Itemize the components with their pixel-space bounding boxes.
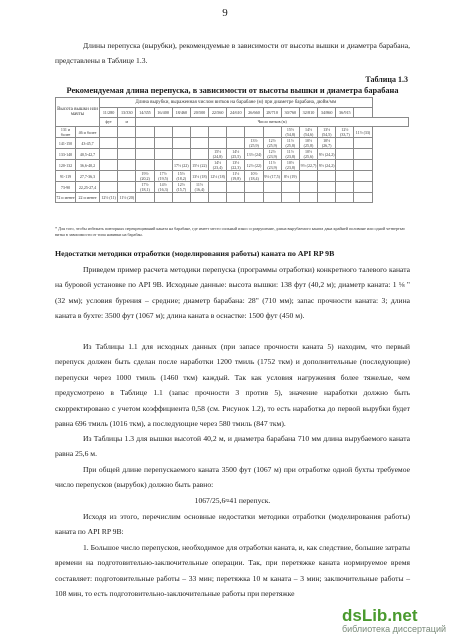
turns-cell	[154, 160, 172, 171]
drum-size-header: 36/915	[336, 108, 354, 118]
height-m-cell: 22,25-27,4	[76, 182, 100, 193]
turns-cell	[136, 127, 154, 138]
turns-cell: 10½ (25,6)	[299, 149, 317, 160]
turns-cell	[154, 138, 172, 149]
table-row	[56, 171, 409, 182]
turns-cell: 9½ (17,5)	[263, 171, 281, 182]
watermark-logo: dsLib.net	[341, 606, 418, 625]
turns-cell: 10½ (23,8)	[281, 160, 299, 171]
turns-cell	[100, 160, 118, 171]
drum-size-row	[56, 108, 409, 118]
paragraph-drawbacks-intro: Исходя из этого, перечислим основные недостатки методики отработки (моделирования работы) каната по API RP 9B:	[55, 512, 410, 537]
turns-cell	[190, 149, 208, 160]
turns-cell	[245, 182, 263, 193]
turns-cell: 13½ (18)	[190, 171, 208, 182]
paragraph-table-1-3: Из Таблицы 1.3 для вышки высотой 40,2 м, и диаметра барабана 710 мм длина вырубаемого каната равна 25,6 м.	[55, 434, 410, 459]
height-ft-cell: 73-90	[56, 182, 76, 193]
turns-cell	[227, 193, 245, 203]
turns-cell: 14½ (54,6)	[299, 127, 317, 138]
turns-cell: 13½ (25,9)	[245, 138, 263, 149]
turns-cell	[336, 138, 354, 149]
drum-size-header: 18/460	[172, 108, 190, 118]
turns-cell	[118, 171, 136, 182]
turns-cell	[190, 193, 208, 203]
table-row	[56, 138, 409, 149]
watermark	[342, 607, 446, 634]
turns-cell	[318, 182, 336, 193]
turns-cell	[136, 160, 154, 171]
turns-cell	[154, 127, 172, 138]
turns-cell: 12½ (15,7)	[172, 182, 190, 193]
drum-size-header: 16/400	[154, 108, 172, 118]
table-row	[56, 160, 409, 171]
table-title: Рекомендуемая длина перепуска, в зависимости от высоты вышки и диаметра барабана	[66, 86, 399, 95]
turns-cell	[318, 193, 336, 203]
turns-cell	[245, 193, 263, 203]
turns-cell: 15½ (22)	[190, 160, 208, 171]
height-ft-cell: 120-132	[56, 160, 76, 171]
turns-cell	[263, 193, 281, 203]
turns-cell	[354, 182, 372, 193]
turns-cell	[136, 193, 154, 203]
turns-cell	[118, 149, 136, 160]
turns-cell	[136, 149, 154, 160]
turns-cell	[209, 138, 227, 149]
turns-cell	[227, 138, 245, 149]
drum-size-header: 22/560	[209, 108, 227, 118]
turns-cell: 12½ (11)	[100, 193, 118, 203]
turns-cell	[209, 193, 227, 203]
turns-cell: 15½ (54,8)	[281, 127, 299, 138]
turns-cell: 15½ (24,8)	[209, 149, 227, 160]
units-row	[56, 117, 409, 127]
rope-slip-table	[55, 97, 409, 203]
turns-cell	[172, 138, 190, 149]
turns-cell	[190, 138, 208, 149]
turns-cell: 10½ (18,4)	[245, 171, 263, 182]
height-m-cell: 27,7-36,3	[76, 171, 100, 182]
turns-cell: 15½ (18,2)	[172, 171, 190, 182]
formula-line: 1067/25,6≈41 перепуск.	[194, 496, 271, 505]
turns-cell	[190, 127, 208, 138]
turns-cell: 17½ (22)	[172, 160, 190, 171]
turns-cell	[172, 127, 190, 138]
turns-cell	[354, 160, 372, 171]
height-m-cell: 22 и менее	[76, 193, 100, 203]
turns-cell: 11½ (23,9)	[263, 160, 281, 171]
turns-cell: 11½ (33)	[354, 127, 372, 138]
turns-cell	[118, 127, 136, 138]
watermark-tagline: библиотека диссертаций	[341, 624, 446, 634]
turns-cell: 11½ (25,8)	[281, 138, 299, 149]
drum-size-header: 28/710	[263, 108, 281, 118]
drum-size-header: 32/810	[299, 108, 317, 118]
height-ft-cell: 141-150	[56, 138, 76, 149]
turns-cell	[354, 193, 372, 203]
height-m-cell: 36,6-40,2	[76, 160, 100, 171]
paragraph-drawback-1: 1. Большое число перепусков, необходимое для отработки каната, и, как следствие, большие затраты времени на подготовительно-заключительные операции. Так, при перетяжке каната нормируемое время составляет: подготовительные работы – 33 мин; перетяжка 10 м каната – 3 мин; заключительные работы – 108 мин, то есть подготовительно-заключительные работы при перетяжке	[55, 543, 410, 599]
turns-cell	[100, 171, 118, 182]
intro-paragraph: Длины перепуска (вырубки), рекомендуемые в зависимости от высоты вышки и диаметра барабана, представлены в Таблице 1.3.	[55, 41, 410, 66]
table-header-row	[56, 98, 409, 108]
turns-cell: 11½ (20)	[118, 193, 136, 203]
turns-cell	[209, 182, 227, 193]
table-caption: Таблица 1.3	[365, 75, 408, 84]
turns-cell: 9½ (24,2)	[318, 160, 336, 171]
turns-cell	[299, 182, 317, 193]
drum-size-header: 30/760	[281, 108, 299, 118]
turns-cell	[318, 171, 336, 182]
turns-cell	[100, 138, 118, 149]
turns-cell: 11½ (16,4)	[190, 182, 208, 193]
turns-cell	[172, 193, 190, 203]
paragraph-example: Приведем пример расчета методики перепуска (программы отработки) конкретного талевого каната на буровой установке по API 9B. Исходные данные: высота вышки: 138 фут (40,2 м); диаметр каната: 1 ⅛ " (32 мм); условия бурения – средние; диаметр барабана: 28" (710 мм); запас прочности каната: 3; длина каната в бухте: 3500 фут (1067 м); длина каната в оснастке: 1500 фут (450 м).	[55, 265, 410, 321]
turns-cell	[154, 193, 172, 203]
turns-cell	[299, 193, 317, 203]
turns-cell: 12½ (33,7)	[336, 127, 354, 138]
group-header: Длина вырубки, выраженная числом витков на барабане (м) при диаметре барабана, дюйм/мм	[100, 98, 373, 108]
turns-cell: 14½ (23,4)	[209, 160, 227, 171]
turns-cell: 17½ (18,1)	[136, 182, 154, 193]
turns-cell: 10½ (26,7)	[318, 138, 336, 149]
drum-size-header: 20/500	[190, 108, 208, 118]
turns-cell	[136, 138, 154, 149]
height-ft-cell: 133-140	[56, 149, 76, 160]
turns-cell	[299, 171, 317, 182]
drum-size-header: 14/355	[136, 108, 154, 118]
height-ft-cell: 131 и более	[56, 127, 76, 138]
turns-cell: 12½ (23,9)	[263, 149, 281, 160]
turns-cell: 13½ (54,5)	[318, 127, 336, 138]
turns-cell	[227, 127, 245, 138]
table-row	[56, 182, 409, 193]
drum-size-header: 34/860	[318, 108, 336, 118]
turns-cell: 14½ (25,5)	[227, 149, 245, 160]
turns-cell: 8½ (19)	[281, 171, 299, 182]
turns-cell	[100, 127, 118, 138]
turns-cell	[354, 171, 372, 182]
table-row	[56, 127, 409, 138]
turns-cell	[354, 138, 372, 149]
turns-cell: 13½ (22,3)	[227, 160, 245, 171]
drum-size-header: 24/610	[227, 108, 245, 118]
turns-cell: 10½ (25,8)	[299, 138, 317, 149]
table-note: * Для того, чтобы избежать повторных перекрещиваний каната на барабане, где имеет место сильный износ и разрушение, длина вырубаемого каната дана крайней половине или одной четвертью витка в зависимости от типа навивки на барабан.	[55, 226, 405, 237]
height-m-cell: 40,5-42,7	[76, 149, 100, 160]
turns-cell: 12½ (25,9)	[263, 138, 281, 149]
drum-size-header: 11/280	[100, 108, 118, 118]
turns-cell	[227, 182, 245, 193]
section-heading: Недостатки методики отработки (моделирования работы) каната по API RP 9B	[55, 249, 335, 258]
turns-cell	[354, 149, 372, 160]
turns-cell: 12½ (18)	[209, 171, 227, 182]
turns-cell	[118, 160, 136, 171]
turns-cell	[245, 127, 263, 138]
paragraph-table-1-1: Из Таблицы 1.1 для исходных данных (при запасе прочности каната 5) находим, что первый перепуск должен быть сделан после наработки 1200 тмиль (1752 ткм) и дополнительные (последующие) перепуски через 1000 тмиль (1460 ткм) каждый. Так как условия нагружения более тяжелые, чем предусмотрено в Таблице 1.1 (запас прочности 3 против 5), значение наработки должно быть скорректировано с учетом коэффициента 0,58 (см. Рисунок 1.2), то есть наработка до первой вырубки будет равна 696 тмиль (1016 ткм), а последующие через 580 тмиль (847 ткм).	[55, 342, 410, 429]
turns-cell: 9½ (24,2)	[318, 149, 336, 160]
turns-cell	[100, 149, 118, 160]
table-row	[56, 193, 409, 203]
turns-cell	[281, 193, 299, 203]
drum-size-header	[354, 108, 372, 118]
turns-cell	[263, 127, 281, 138]
turns-cell: 19½ (20,2)	[136, 171, 154, 182]
turns-cell	[336, 193, 354, 203]
turns-cell: 11½ (19,8)	[227, 171, 245, 182]
turns-cell: 11½ (23,8)	[281, 149, 299, 160]
page-number: 9	[222, 7, 228, 19]
turns-cell	[154, 149, 172, 160]
turns-cell	[336, 160, 354, 171]
turns-cell: 12½ (22)	[245, 160, 263, 171]
height-m-cell: 46 и более	[76, 127, 100, 138]
turns-cell	[209, 127, 227, 138]
unit-ft: фут	[100, 117, 118, 127]
paragraph-total-length: При общей длине перепускаемого каната 3500 фут (1067 м) при отработке одной бухты требуемое число перепусков (вырубок) должно быть равно:	[55, 465, 410, 490]
turns-cell: 9½ (22,7)	[299, 160, 317, 171]
turns-cell	[281, 182, 299, 193]
turns-cell	[100, 182, 118, 193]
drum-size-header: 26/660	[245, 108, 263, 118]
height-column-header: Высота вышки или мачты	[56, 98, 100, 127]
turns-cell: 14½ (16,3)	[154, 182, 172, 193]
height-ft-cell: 72 и менее	[56, 193, 76, 203]
height-m-cell: 43-45,7	[76, 138, 100, 149]
height-ft-cell: 91-119	[56, 171, 76, 182]
unit-m: м	[118, 117, 136, 127]
turns-cell	[118, 182, 136, 193]
turns-cell	[336, 149, 354, 160]
turns-cell	[172, 149, 190, 160]
turns-cell: 13½ (24)	[245, 149, 263, 160]
turns-header: Число витков (м)	[136, 117, 409, 127]
turns-cell: 17½ (19,5)	[154, 171, 172, 182]
turns-cell	[336, 171, 354, 182]
table-row	[56, 149, 409, 160]
drum-size-header: 13/330	[118, 108, 136, 118]
turns-cell	[263, 182, 281, 193]
turns-cell	[336, 182, 354, 193]
turns-cell	[118, 138, 136, 149]
